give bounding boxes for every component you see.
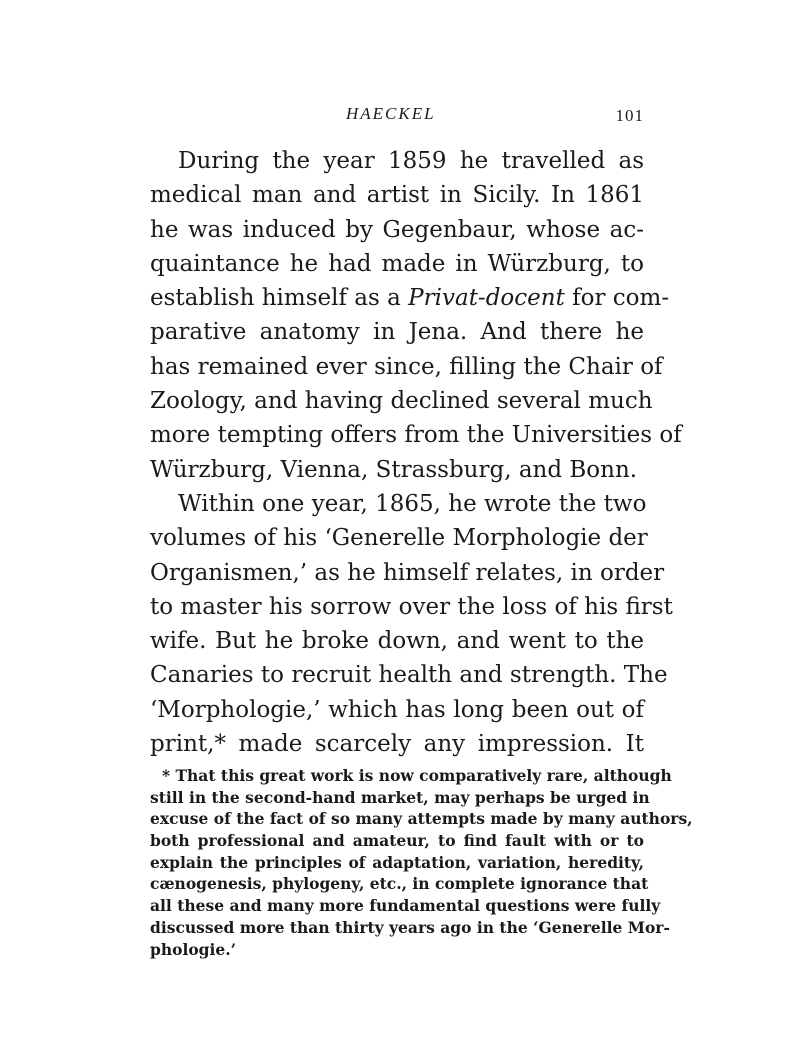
body-line: wife. But he broke down, and went to the [150,628,644,655]
italic-term: Privat-docent [408,285,565,312]
body-line: During the year 1859 he travelled as [178,148,644,174]
body-line: Organismen,’ as he himself relates, in order [150,559,665,586]
body-line: has remained ever since, filling the Chair of [150,353,663,380]
footnote-line: explain the principles of adaptation, variation, heredity, [150,852,644,872]
body-line: he was induced by Gegenbaur, whose ac- [150,216,644,243]
footnote-line: * That this great work is now comparatively rare, although [162,766,672,785]
footnote [150,765,693,960]
page-number: 101 [615,106,644,125]
footnote-line: both professional and amateur, to find fault with or to [150,831,644,851]
body-line-with-italic [150,281,670,315]
running-title: HAECKEL [346,104,436,123]
footnote-line: phologie.’ [150,939,237,959]
body-line: quaintance he had made in Würzburg, to [150,250,644,277]
body-line: Würzburg, Vienna, Strassburg, and Bonn. [150,456,638,483]
footnote-line: excuse of the fact of so many attempts made by many authors, [150,809,693,829]
body-line: to master his sorrow over the loss of his first [150,593,673,620]
body-line-start: establish himself as a [150,285,409,312]
footnote-line: cænogenesis, phylogeny, etc., in complete ignorance that [150,874,649,894]
body-line: parative anatomy in Jena. And there he [150,319,644,346]
footnote-line: still in the second-hand market, may perhaps be urged in [150,787,650,807]
footnote-line: discussed more than thirty years ago in the ‘Generelle Mor- [150,917,670,937]
body-line: more tempting offers from the Universities of [150,422,682,449]
footnote-line: all these and many more fundamental questions were fully [150,896,661,916]
body-line: volumes of his ‘Generelle Morphologie der [150,525,648,552]
body-text [150,144,682,761]
body-line: print,* made scarcely any impression. It [150,731,644,758]
body-line: ‘Morphologie,’ which has long been out of [150,696,644,723]
body-line: medical man and artist in Sicily. In 1861 [150,182,644,209]
body-line: Zoology, and having declined several much [150,388,653,415]
body-line: Canaries to recruit health and strength. The [150,662,668,689]
running-head [150,104,644,134]
body-line-end: for com- [564,285,670,312]
body-line: Within one year, 1865, he wrote the two [178,490,647,517]
